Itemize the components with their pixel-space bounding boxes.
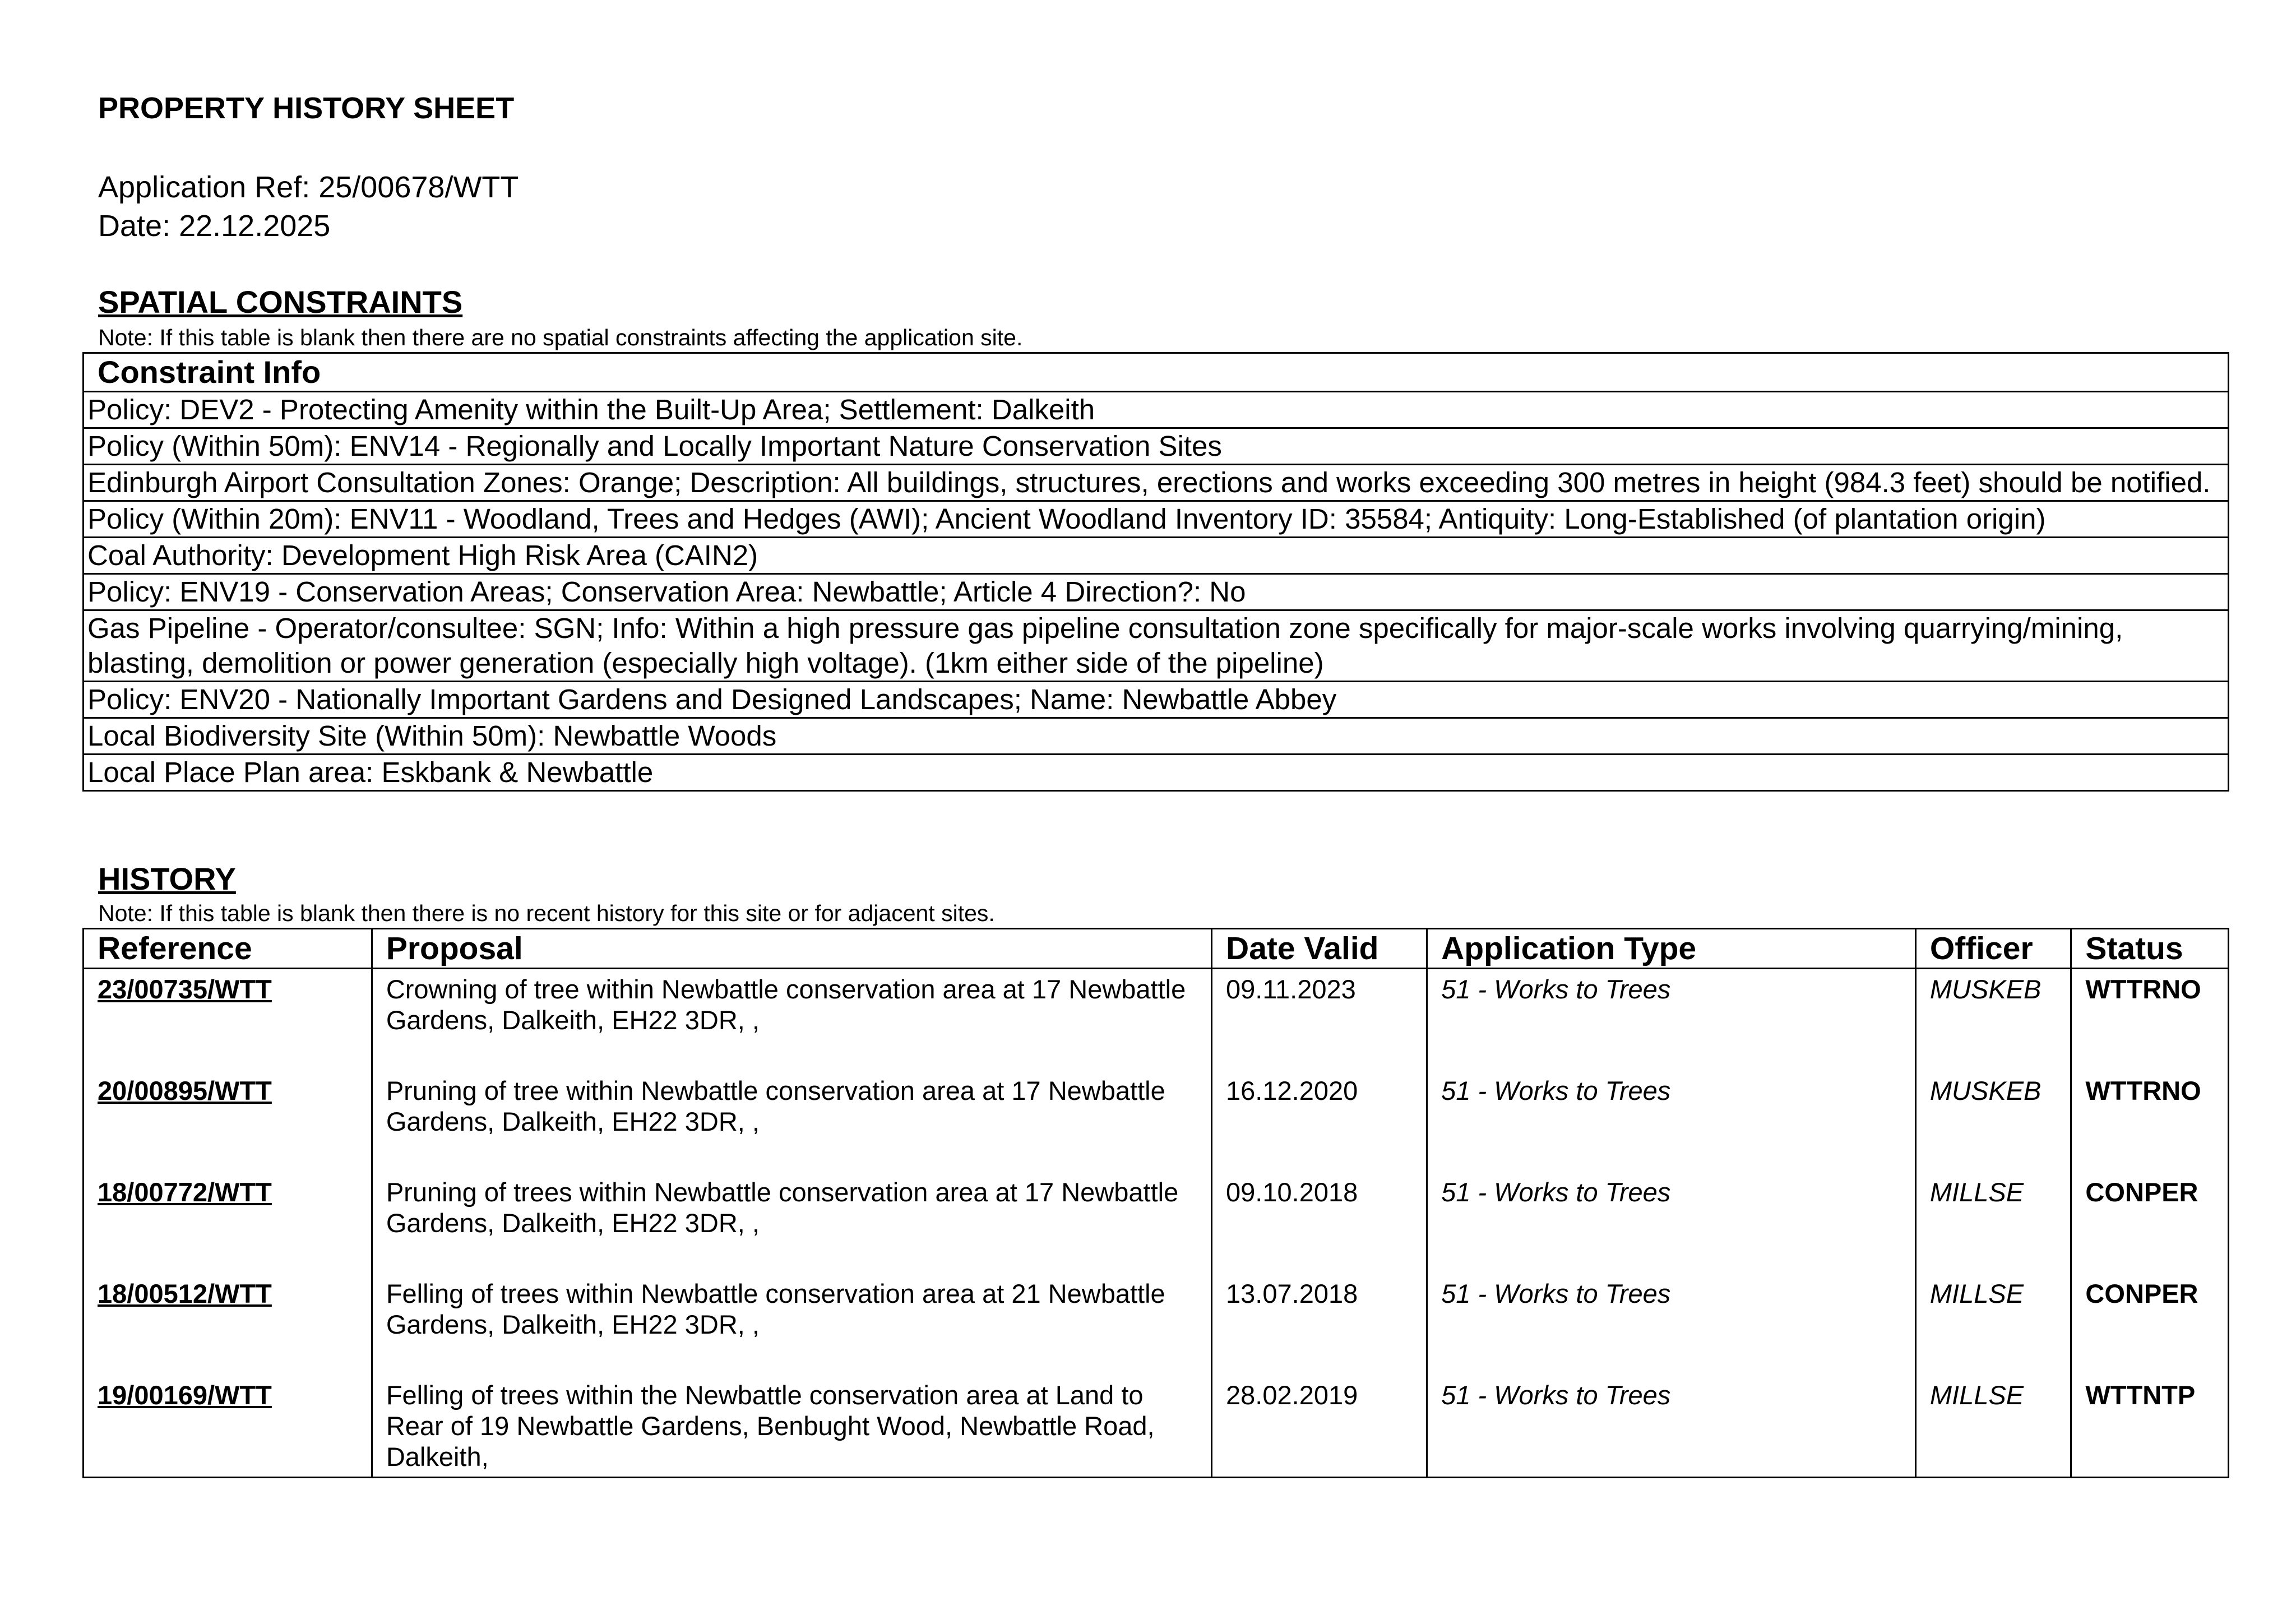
constraint-cell: Coal Authority: Development High Risk Area (CAIN2) (84, 538, 2229, 574)
application-type-cell: 51 - Works to Trees (1427, 969, 1916, 1071)
application-type-cell: 51 - Works to Trees (1427, 1375, 1916, 1478)
application-type-cell: 51 - Works to Trees (1427, 1172, 1916, 1274)
application-ref: Application Ref: 25/00678/WTT (98, 170, 519, 204)
history-header-row (84, 929, 2229, 969)
spatial-constraints-note: Note: If this table is blank then there are no spatial constraints affecting the application site. (98, 325, 1023, 350)
reference-link[interactable]: 19/00169/WTT (98, 1380, 272, 1410)
officer-cell: MILLSE (1915, 1274, 2071, 1375)
status-cell: CONPER (2071, 1172, 2229, 1274)
reference-link[interactable]: 20/00895/WTT (98, 1076, 272, 1105)
constraint-row (84, 501, 2229, 538)
application-type-cell: 51 - Works to Trees (1427, 1071, 1916, 1172)
constraint-cell: Policy (Within 50m): ENV14 - Regionally and Locally Important Nature Conservation Sites (84, 428, 2229, 465)
document-date: Date: 22.12.2025 (98, 209, 331, 243)
reference-link[interactable]: 18/00512/WTT (98, 1279, 272, 1308)
history-heading: HISTORY (98, 861, 236, 896)
constraint-cell: Policy (Within 20m): ENV11 - Woodland, Trees and Hedges (AWI); Ancient Woodland Inventory ID: 35584; Antiquity: Long-Established (of plantation origin) (84, 501, 2229, 538)
constraint-row (84, 755, 2229, 791)
constraint-info-header: Constraint Info (84, 353, 2229, 392)
date-valid-cell: 16.12.2020 (1212, 1071, 1427, 1172)
reference-cell (84, 1172, 372, 1274)
column-header-date-valid: Date Valid (1212, 929, 1427, 969)
column-header-officer: Officer (1915, 929, 2071, 969)
history-row (84, 1274, 2229, 1375)
constraint-row (84, 718, 2229, 755)
proposal-cell: Felling of trees within Newbattle conservation area at 21 Newbattle Gardens, Dalkeith, EH22 3DR, , (372, 1274, 1211, 1375)
constraint-cell: Policy: ENV19 - Conservation Areas; Conservation Area: Newbattle; Article 4 Direction?: No (84, 574, 2229, 610)
column-header-reference: Reference (84, 929, 372, 969)
reference-link[interactable]: 18/00772/WTT (98, 1177, 272, 1207)
constraint-row (84, 428, 2229, 465)
proposal-cell: Pruning of trees within Newbattle conservation area at 17 Newbattle Gardens, Dalkeith, EH22 3DR, , (372, 1172, 1211, 1274)
constraint-row (84, 538, 2229, 574)
reference-cell (84, 1274, 372, 1375)
constraint-cell: Policy: DEV2 - Protecting Amenity within the Built-Up Area; Settlement: Dalkeith (84, 392, 2229, 428)
status-cell: WTTRNO (2071, 1071, 2229, 1172)
constraint-row (84, 465, 2229, 501)
column-header-status: Status (2071, 929, 2229, 969)
status-cell: CONPER (2071, 1274, 2229, 1375)
spatial-constraints-heading: SPATIAL CONSTRAINTS (98, 284, 463, 320)
history-row (84, 1071, 2229, 1172)
constraint-cell: Local Biodiversity Site (Within 50m): Newbattle Woods (84, 718, 2229, 755)
status-cell: WTTNTP (2071, 1375, 2229, 1478)
date-valid-cell: 09.10.2018 (1212, 1172, 1427, 1274)
status-cell: WTTRNO (2071, 969, 2229, 1071)
constraint-cell: Policy: ENV20 - Nationally Important Gardens and Designed Landscapes; Name: Newbattle Abbey (84, 682, 2229, 718)
history-note: Note: If this table is blank then there is no recent history for this site or for adjacent sites. (98, 900, 995, 926)
column-header-application-type: Application Type (1427, 929, 1916, 969)
constraint-cell: Edinburgh Airport Consultation Zones: Orange; Description: All buildings, structures, erections and works exceeding 300 metres in height (984.3 feet) should be notified. (84, 465, 2229, 501)
proposal-cell: Crowning of tree within Newbattle conservation area at 17 Newbattle Gardens, Dalkeith, EH22 3DR, , (372, 969, 1211, 1071)
constraint-row (84, 392, 2229, 428)
constraint-row (84, 610, 2229, 682)
document-title: PROPERTY HISTORY SHEET (98, 91, 515, 125)
proposal-cell: Pruning of tree within Newbattle conservation area at 17 Newbattle Gardens, Dalkeith, EH22 3DR, , (372, 1071, 1211, 1172)
officer-cell: MUSKEB (1915, 969, 2071, 1071)
history-row (84, 1172, 2229, 1274)
constraint-row (84, 682, 2229, 718)
officer-cell: MILLSE (1915, 1172, 2071, 1274)
date-valid-cell: 13.07.2018 (1212, 1274, 1427, 1375)
proposal-cell: Felling of trees within the Newbattle conservation area at Land to Rear of 19 Newbattle Gardens, Benbught Wood, Newbattle Road, Dalkeith, (372, 1375, 1211, 1478)
reference-cell (84, 969, 372, 1071)
reference-cell (84, 1071, 372, 1172)
officer-cell: MILLSE (1915, 1375, 2071, 1478)
officer-cell: MUSKEB (1915, 1071, 2071, 1172)
constraints-header-row (84, 353, 2229, 392)
reference-cell (84, 1375, 372, 1478)
date-valid-cell: 28.02.2019 (1212, 1375, 1427, 1478)
application-type-cell: 51 - Works to Trees (1427, 1274, 1916, 1375)
history-table (82, 928, 2229, 1478)
history-row (84, 969, 2229, 1071)
reference-link[interactable]: 23/00735/WTT (98, 974, 272, 1004)
history-row (84, 1375, 2229, 1478)
constraints-table (82, 352, 2229, 792)
constraint-cell: Gas Pipeline - Operator/consultee: SGN; Info: Within a high pressure gas pipeline consultation zone specifically for major-scale works involving quarrying/mining, blasting, demolition or power generation (especially high voltage). (1km either side of the pipeline) (84, 610, 2229, 682)
date-valid-cell: 09.11.2023 (1212, 969, 1427, 1071)
column-header-proposal: Proposal (372, 929, 1211, 969)
constraint-cell: Local Place Plan area: Eskbank & Newbattle (84, 755, 2229, 791)
constraint-row (84, 574, 2229, 610)
